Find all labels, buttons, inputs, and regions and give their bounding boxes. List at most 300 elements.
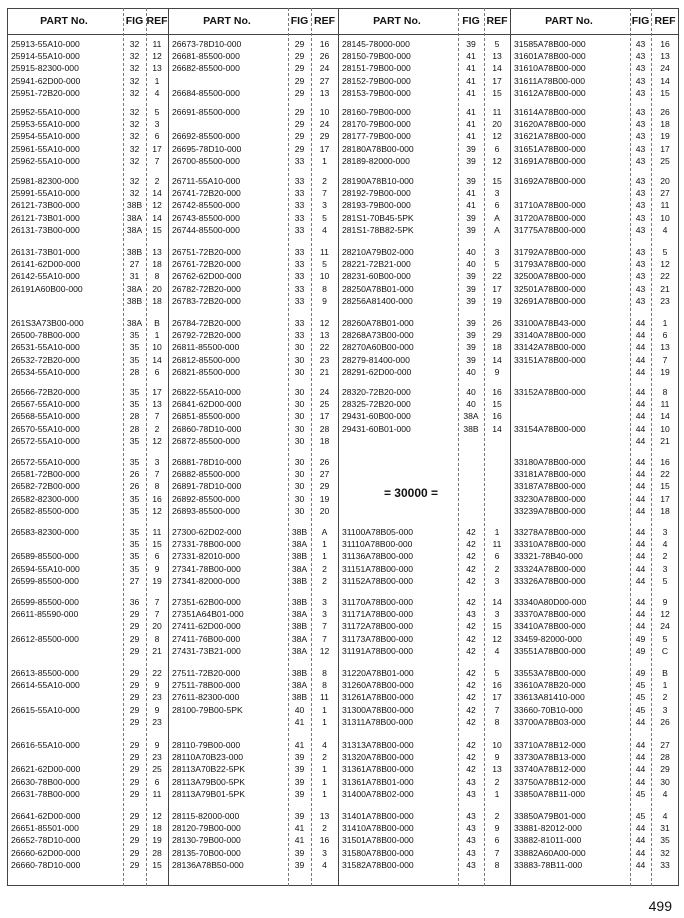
fig-number: 43 [635, 87, 646, 98]
table-row [514, 318, 679, 329]
ref-number: 23 [152, 716, 162, 727]
part-number: 33326A78B00-000 [514, 575, 586, 586]
ref-number: 8 [154, 481, 160, 492]
ref-number: A [321, 527, 328, 537]
table-row [514, 176, 679, 187]
fig-number: 40 [294, 704, 305, 715]
ref-number: 2 [322, 752, 327, 763]
ref-number: 7 [154, 411, 160, 422]
table-row [514, 259, 679, 270]
part-number: 26582-72B00-000 [11, 481, 80, 492]
part-number: 26121-73B00-000 [11, 200, 80, 211]
table-row [514, 668, 679, 679]
part-number: 28153-79B00-000 [342, 87, 411, 98]
table-row [172, 63, 338, 74]
ref-number: 22 [152, 668, 162, 678]
fig-number: 43 [635, 176, 646, 186]
table-row [172, 752, 338, 763]
table-row [514, 506, 679, 517]
part-number: 28110A70B23-000 [172, 752, 244, 763]
table-row [172, 39, 338, 50]
fig-number: 38A [291, 633, 308, 644]
table-row [172, 692, 338, 703]
part-number: 26812-85500-000 [172, 354, 240, 365]
table-row [11, 576, 168, 587]
fig-number: 35 [129, 330, 140, 341]
part-number: 28136A78B50-000 [172, 859, 244, 870]
part-number: 29431-60B00-000 [342, 411, 411, 422]
table-row [172, 634, 338, 645]
ref-number: 8 [322, 680, 327, 691]
fig-number: 29 [129, 859, 140, 870]
fig-number: 33 [294, 271, 305, 282]
ref-number: 3 [662, 527, 668, 537]
part-number: 31621A78B00-000 [514, 131, 586, 142]
part-number: 26684-85500-000 [172, 87, 240, 98]
ref-number: 14 [492, 63, 502, 74]
table-row [172, 176, 338, 187]
fig-number: 29 [294, 75, 305, 86]
table-row [514, 597, 679, 608]
fig-number: 44 [635, 399, 646, 410]
part-number: 31191A78B00-000 [342, 645, 414, 656]
part-number: 28279-81400-000 [342, 354, 410, 365]
fig-number: 44 [635, 366, 646, 377]
table-row [11, 705, 168, 716]
fig-number: 33 [294, 200, 305, 211]
ref-number: 22 [660, 271, 670, 282]
fig-number: 35 [129, 551, 140, 562]
table-row [11, 225, 168, 236]
part-number: 33151A78B00-000 [514, 354, 586, 365]
part-number: 31361A78B01-000 [342, 776, 414, 787]
part-number: 31171A78B00-000 [342, 609, 414, 620]
part-number: 33459-82000-000 [514, 633, 582, 644]
ref-number: 14 [492, 597, 502, 607]
fig-number: 30 [294, 493, 305, 504]
ref-number: 9 [154, 563, 160, 574]
fig-number: 43 [635, 131, 646, 142]
fig-number: 36 [129, 597, 140, 607]
table-row [11, 777, 168, 788]
ref-number: 20 [152, 283, 162, 294]
fig-number: 35 [129, 387, 140, 397]
fig-number: 39 [466, 318, 476, 328]
table-row [172, 811, 338, 822]
header-part-no: PART No. [545, 15, 593, 27]
part-number: 31361A78B00-000 [342, 764, 414, 775]
fig-number: 35 [129, 354, 140, 365]
table-row [172, 284, 338, 295]
ref-number: 16 [660, 39, 670, 49]
table-row [342, 576, 510, 587]
fig-number: 43 [466, 811, 476, 821]
table-row [342, 527, 510, 538]
table-row [172, 131, 338, 142]
part-number: 26761-72B20-000 [172, 259, 241, 270]
table-row [172, 764, 338, 775]
part-number: 28192-79B00-000 [342, 188, 411, 199]
ref-number: 23 [319, 354, 330, 365]
part-number: 28189-82000-000 [342, 155, 410, 166]
table-row [11, 355, 168, 366]
ref-number: 10 [660, 423, 670, 434]
table-row [514, 88, 679, 99]
ref-number: 1 [322, 764, 327, 775]
part-number: 26570-55A10-000 [11, 423, 80, 434]
part-number: 33730A78B13-000 [514, 752, 586, 763]
fig-number: 33 [294, 224, 305, 235]
fig-number: 39 [294, 752, 305, 763]
ref-number: 11 [660, 399, 670, 410]
part-number: 33700A78B03-000 [514, 716, 586, 727]
fig-number: 30 [294, 435, 305, 446]
part-number: 28268A73B00-000 [342, 330, 414, 341]
part-number: 27411-62D00-000 [172, 621, 241, 632]
fig-number: 39 [466, 143, 476, 154]
ref-number: 4 [662, 224, 668, 235]
part-number: 31612A78B00-000 [514, 87, 586, 98]
ref-number: 1 [154, 330, 160, 341]
ref-number: 13 [492, 51, 502, 62]
part-number: 28113A79B01-5PK [172, 788, 245, 799]
fig-number: 29 [129, 776, 140, 787]
table-row [172, 119, 338, 130]
fig-number: 44 [635, 481, 646, 492]
part-number: 33710A78B12-000 [514, 740, 586, 750]
table-row [342, 259, 510, 270]
table-row [172, 740, 338, 751]
table-row [514, 144, 679, 155]
ref-number: 20 [492, 119, 502, 130]
part-number: 27300-62D02-000 [172, 527, 242, 537]
part-number: 28320-72B20-000 [342, 387, 411, 397]
ref-number: 24 [319, 63, 330, 74]
ref-number: 2 [494, 563, 500, 574]
table-row [514, 342, 679, 353]
table-row [11, 76, 168, 87]
table-row [172, 481, 338, 492]
fig-number: 43 [466, 823, 476, 834]
ref-number: 9 [494, 752, 500, 763]
ref-number: 3 [494, 609, 500, 620]
ref-number: 1 [154, 75, 160, 86]
table-row [11, 119, 168, 130]
part-number: 28177-79B00-000 [342, 131, 411, 142]
ref-number: 3 [322, 200, 327, 211]
fig-number: 44 [635, 457, 646, 467]
fig-number: 38B [291, 597, 308, 607]
fig-number: 43 [635, 143, 646, 154]
part-number: 26841-62D00-000 [172, 399, 242, 410]
ref-number: 3 [322, 597, 327, 607]
fig-number: 41 [466, 200, 476, 211]
table-row [342, 705, 510, 716]
fig-number: 32 [129, 119, 140, 130]
fig-number: 44 [635, 423, 646, 434]
table-row [342, 156, 510, 167]
table-row [11, 564, 168, 575]
fig-number: 42 [466, 645, 476, 656]
table-row [172, 835, 338, 846]
fig-number: 39 [294, 788, 305, 799]
table-row [514, 752, 679, 763]
ref-number: 2 [322, 563, 327, 574]
part-number: 31260A78B00-000 [342, 680, 414, 691]
ref-number: 3 [322, 609, 327, 620]
fig-number: 30 [294, 354, 305, 365]
fig-number: 39 [466, 155, 476, 166]
table-row [342, 621, 510, 632]
fig-number: 32 [129, 63, 140, 74]
part-number: 28190A78B10-000 [342, 176, 414, 186]
fig-number: 29 [129, 811, 140, 821]
part-number: 26582-82300-000 [11, 493, 79, 504]
fig-number: 35 [129, 399, 140, 410]
ref-number: 18 [492, 342, 502, 353]
fig-number: 29 [129, 704, 140, 715]
fig-number: 41 [466, 131, 476, 142]
ref-number: 24 [319, 119, 330, 130]
ref-number: 19 [660, 366, 670, 377]
fig-number: 38A [126, 224, 143, 235]
fig-number: 30 [294, 457, 305, 467]
fig-number: 43 [635, 39, 646, 49]
part-number: 25991-55A10-000 [11, 188, 80, 199]
table-row [11, 387, 168, 398]
ref-number: 13 [319, 87, 330, 98]
ref-number: 13 [660, 51, 670, 62]
table-row [11, 176, 168, 187]
fig-number: 44 [635, 609, 646, 620]
fig-number: 28 [129, 411, 140, 422]
table-row [342, 213, 510, 224]
ref-number: A [494, 212, 500, 223]
fig-number: 39 [466, 224, 476, 235]
part-number: 27331-82010-000 [172, 551, 240, 562]
table-row [172, 271, 338, 282]
ref-number: 8 [154, 633, 160, 644]
table-row [172, 296, 338, 307]
ref-number: 16 [492, 411, 502, 422]
ref-number: 27 [660, 188, 670, 199]
part-number: 26599-85500-000 [11, 575, 79, 586]
table-row [514, 539, 679, 550]
fig-number: 44 [635, 505, 646, 516]
table-row [342, 680, 510, 691]
ref-number: 27 [319, 75, 330, 86]
ref-number: 11 [152, 39, 162, 49]
table-row [11, 342, 168, 353]
ref-number: 21 [152, 645, 162, 656]
table-row [514, 848, 679, 859]
ref-number: 17 [492, 75, 502, 86]
ref-number: 14 [492, 423, 502, 434]
part-number: 26860-78D10-000 [172, 423, 242, 434]
ref-number: 6 [494, 551, 500, 562]
fig-number: 29 [129, 835, 140, 846]
table-row [172, 436, 338, 447]
table-row [172, 399, 338, 410]
part-number: 33610A78B20-000 [514, 680, 586, 691]
ref-number: 11 [660, 200, 670, 211]
fig-number: 44 [635, 342, 646, 353]
table-row [172, 576, 338, 587]
ref-number: 3 [322, 847, 327, 858]
fig-number: 41 [466, 107, 476, 117]
ref-number: 9 [154, 704, 160, 715]
table-row [11, 469, 168, 480]
ref-number: 6 [494, 835, 500, 846]
fig-number: 33 [294, 259, 305, 270]
table-row [514, 777, 679, 788]
part-number: 33551A78B00-000 [514, 645, 586, 656]
table-row [514, 200, 679, 211]
table-row [11, 860, 168, 871]
table-row [11, 88, 168, 99]
table-row [172, 646, 338, 657]
table-row [11, 680, 168, 691]
fig-number: 44 [635, 597, 646, 607]
part-number: 28135-70B00-000 [172, 847, 241, 858]
fig-number: 35 [129, 527, 140, 537]
fig-number: 39 [466, 342, 476, 353]
ref-number: 18 [152, 823, 162, 834]
ref-number: 10 [660, 212, 670, 223]
ref-number: 6 [154, 366, 160, 377]
part-number: 26872-85500-000 [172, 435, 240, 446]
ref-number: 12 [152, 811, 162, 821]
part-number: 26744-85500-000 [172, 224, 240, 235]
ref-number: 11 [152, 788, 162, 799]
fig-number: 39 [466, 271, 476, 282]
ref-number: 19 [492, 295, 502, 306]
part-number: 28291-62D00-000 [342, 366, 412, 377]
fig-number: 41 [466, 188, 476, 199]
column-header [7, 8, 168, 35]
header-ref: REF [654, 15, 676, 27]
table-row [342, 668, 510, 679]
part-number: 25915-82300-000 [11, 63, 79, 74]
ref-number: 2 [154, 423, 160, 434]
table-row [514, 823, 679, 834]
part-number: 33882-81011-000 [514, 835, 582, 846]
fig-number: 38B [291, 551, 308, 562]
part-number: 27511-78B00-000 [172, 680, 241, 691]
fig-number: 32 [129, 87, 140, 98]
table-row [514, 247, 679, 258]
ref-number: 3 [494, 575, 500, 586]
fig-number: 44 [635, 493, 646, 504]
fig-number: 30 [294, 411, 305, 422]
part-number: 26641-62D00-000 [11, 811, 81, 821]
part-number: 28145-78000-000 [342, 39, 410, 49]
part-number: 26616-55A10-000 [11, 740, 80, 750]
fig-number: 38A [126, 283, 143, 294]
part-number: 27511-72B20-000 [172, 668, 241, 678]
part-number: 26652-78D10-000 [11, 835, 81, 846]
table-row [342, 740, 510, 751]
table-row [514, 51, 679, 62]
ref-number: 10 [319, 107, 330, 117]
table-row [11, 318, 168, 329]
ref-number: 17 [660, 143, 670, 154]
table-row [11, 411, 168, 422]
fig-number: 44 [635, 435, 646, 446]
table-row [11, 296, 168, 307]
table-row [172, 188, 338, 199]
ref-number: 29 [319, 131, 330, 142]
fig-number: 38A [291, 609, 308, 620]
table-row [342, 296, 510, 307]
fig-number: 30 [294, 366, 305, 377]
fig-number: 29 [129, 680, 140, 691]
fig-number: 32 [129, 39, 140, 49]
fig-number: 42 [466, 575, 476, 586]
ref-number: 5 [494, 39, 500, 49]
ref-number: 3 [662, 704, 668, 715]
part-number: 26572-55A10-000 [11, 435, 80, 446]
fig-number: 45 [635, 692, 646, 703]
part-number: 31610A78B00-000 [514, 63, 586, 74]
ref-number: 25 [319, 399, 330, 410]
fig-number: 42 [466, 621, 476, 632]
ref-number: 27 [319, 469, 330, 480]
table-row [11, 835, 168, 846]
part-number: 26614-55A10-000 [11, 680, 80, 691]
part-number: 33850A78B11-000 [514, 788, 586, 799]
part-number: 26534-55A10-000 [11, 366, 80, 377]
ref-number: 14 [660, 75, 670, 86]
table-row [342, 823, 510, 834]
part-number: 26822-55A10-000 [172, 387, 241, 397]
part-number: 25962-55A10-000 [11, 155, 80, 166]
part-number: 26572-55A10-000 [11, 457, 80, 467]
ref-number: 6 [154, 551, 160, 562]
ref-number: 14 [660, 411, 670, 422]
table-row [342, 597, 510, 608]
fig-number: 41 [294, 823, 305, 834]
fig-number: 44 [635, 740, 646, 750]
fig-number: 43 [466, 776, 476, 787]
ref-number: 19 [152, 575, 162, 586]
part-number: 28120-79B00-000 [172, 823, 241, 834]
table-row [172, 621, 338, 632]
ref-number: 25 [660, 155, 670, 166]
table-row [11, 247, 168, 258]
table-row [172, 144, 338, 155]
ref-number: 12 [492, 131, 502, 142]
ref-number: 13 [319, 811, 330, 821]
fig-number: 44 [635, 527, 646, 537]
part-number: 31720A78B00-000 [514, 212, 586, 223]
ref-number: 7 [322, 188, 327, 199]
fig-number: 29 [129, 609, 140, 620]
part-number: 26141-62D00-000 [11, 259, 81, 270]
table-row [172, 848, 338, 859]
ref-number: 12 [152, 435, 162, 446]
fig-number: 43 [635, 283, 646, 294]
table-row [342, 564, 510, 575]
fig-number: 40 [466, 259, 476, 270]
fig-number: 32 [129, 155, 140, 166]
ref-number: 5 [662, 633, 668, 644]
column-header [510, 8, 679, 35]
table-row [172, 156, 338, 167]
part-number: 31501A78B00-000 [342, 835, 414, 846]
table-row [342, 225, 510, 236]
fig-number: 43 [635, 212, 646, 223]
